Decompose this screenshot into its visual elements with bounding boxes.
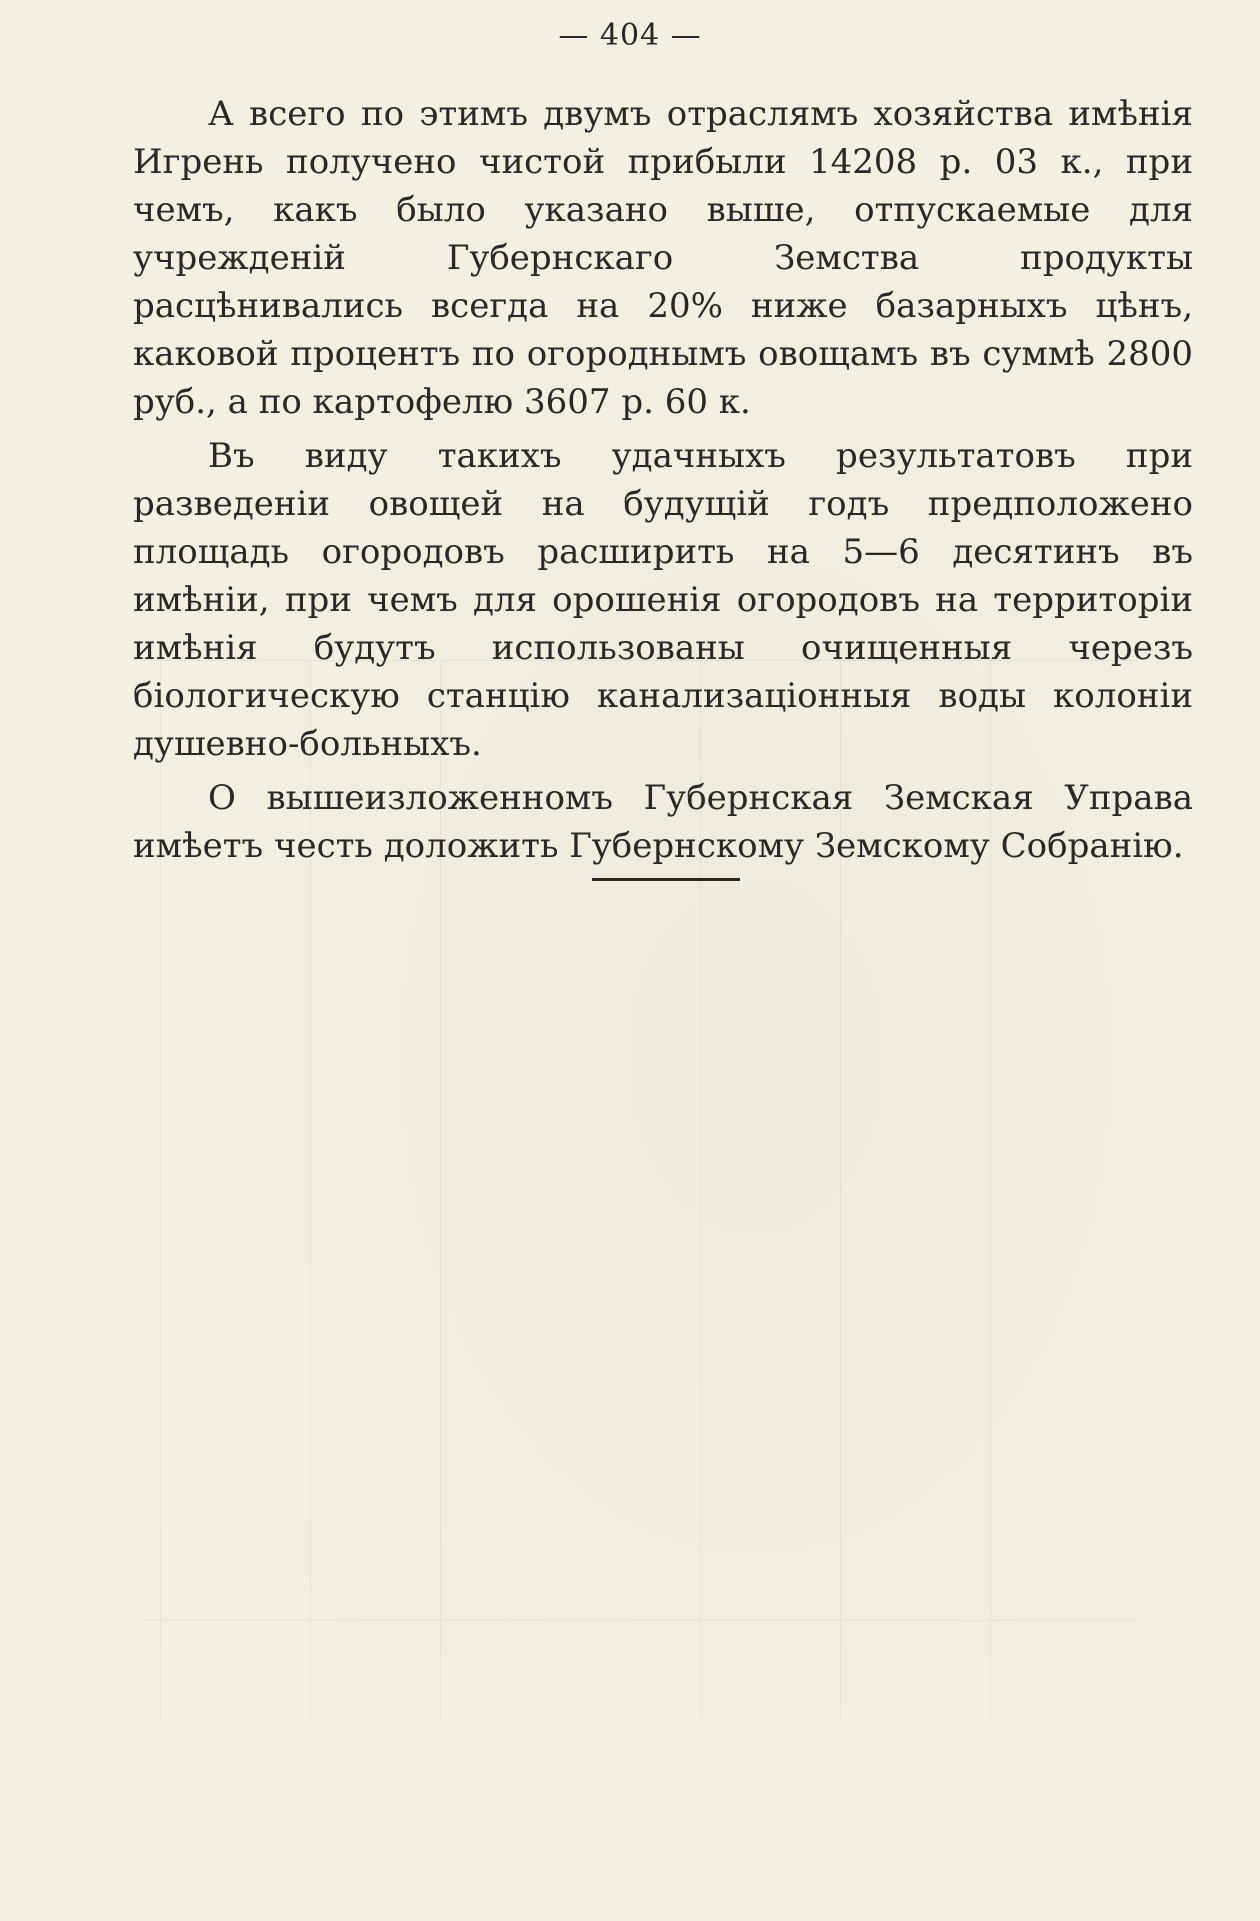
- paragraph-profit-summary: А всего по этимъ двумъ отраслямъ хозяйства имѣнія Игрень получено чистой прибыли 14208 р. 03 к., при чемъ, какъ было указано выше, отпускаемые для учрежденій Губернскаго Земства продукты расцѣнивались всегда на 20% ниже базарныхъ цѣнъ, каковой процентъ по огороднымъ овощамъ въ суммѣ 2800 руб., а по картофелю 3607 р. 60 к.: [133, 94, 1193, 422]
- paragraph-report-closing: О вышеизложенномъ Губернская Земская Управа имѣетъ честь доложить Губернскому Земскому Собранію.: [133, 778, 1193, 866]
- section-divider: [592, 878, 740, 881]
- page-number: — 404 —: [558, 18, 702, 53]
- paragraph-vegetable-expansion: Въ виду такихъ удачныхъ результатовъ при разведеніи овощей на будущій годъ предположено площадь огородовъ расширить на 5—6 десятинъ въ имѣніи, при чемъ для орошенія огородовъ на территоріи имѣнія будутъ использованы очищенныя черезъ біологическую станцію канализаціонныя воды колоніи душевно-больныхъ.: [133, 436, 1193, 764]
- body-text: [133, 90, 1193, 876]
